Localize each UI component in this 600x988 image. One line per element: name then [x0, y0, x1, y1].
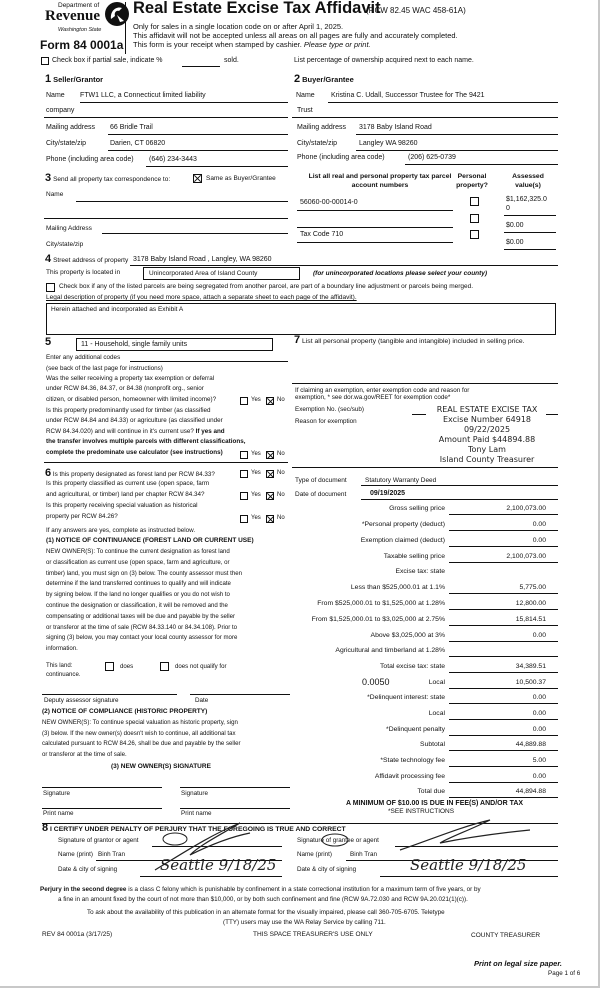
- tax-tier-2-field[interactable]: 12,800.00: [515, 600, 546, 607]
- no-label: No: [277, 492, 285, 498]
- underline: [108, 150, 288, 151]
- underline: [449, 546, 558, 547]
- underline: [449, 530, 558, 531]
- underline: [504, 249, 556, 250]
- local-tax-field[interactable]: 10,500.37: [515, 679, 546, 686]
- grantee-name-label: Name (print): [297, 851, 332, 858]
- exemption-no-label: Exemption No. (sec/sub): [295, 406, 364, 413]
- notice-line: NEW OWNER(S): To continue the current designation as forest land: [46, 548, 230, 555]
- timber-question-line: [46, 428, 225, 435]
- document-date-field[interactable]: 09/19/2025: [370, 490, 406, 497]
- calc-label: Subtotal: [420, 741, 445, 748]
- underline: [356, 150, 558, 151]
- agricultural-tax-field[interactable]: [449, 656, 558, 657]
- timber-question-line: under RCW 84.84 and 84.33) or agriculture (as classified under: [46, 417, 223, 424]
- notice-line: by signing below. If the land no longer qualifies or you do not wish to: [46, 591, 230, 599]
- underline: [449, 719, 558, 720]
- parcel-account-field[interactable]: 56060-00-00014-0: [300, 199, 358, 206]
- county-treasurer-label: COUNTY TREASURER: [471, 932, 541, 939]
- divider: [44, 462, 288, 463]
- underline: [449, 703, 558, 704]
- section-number: 7: [294, 334, 301, 346]
- underline: [292, 117, 558, 118]
- personal-property-checkbox[interactable]: [470, 214, 479, 223]
- calc-label: Total excise tax: state: [380, 663, 445, 670]
- notice-3-text: This form is your receipt when stamped by cashier.: [133, 40, 302, 49]
- calc-label: *Delinquent interest: state: [367, 694, 445, 701]
- stamp-line: REAL ESTATE EXCISE TAX: [436, 405, 538, 414]
- no-label: No: [277, 397, 285, 403]
- notice-line: information.: [46, 645, 78, 653]
- underline: [449, 750, 558, 751]
- buyer-name-field[interactable]: Kristina C. Udall, Successor Trustee for The 9421: [331, 92, 485, 99]
- calc-label: Excise tax: state: [395, 568, 445, 575]
- grantee-signature-label: Signature of grantee or agent: [297, 837, 379, 844]
- underline: [297, 242, 453, 243]
- underline: [504, 215, 556, 216]
- notice-line-1: Only for sales in a single location code on or after April 1, 2025.: [133, 22, 344, 31]
- calc-label: Above $3,025,000 at 3%: [370, 632, 445, 639]
- underline: [405, 164, 558, 165]
- timber-yes-checkbox[interactable]: [240, 451, 248, 459]
- underline: [449, 593, 558, 594]
- underline: [449, 514, 558, 515]
- treasurer-stamp: [425, 405, 549, 465]
- state-label: Washington State: [58, 27, 102, 33]
- current-use-question: Is this property classified as current use (open space, farm: [46, 480, 210, 487]
- use-code-select[interactable]: [76, 338, 273, 351]
- taxable-selling-price-field[interactable]: 2,100,073.00: [506, 553, 546, 560]
- revenue-label: Revenue: [45, 8, 100, 24]
- section-number: 4: [45, 253, 52, 265]
- historical-no-checkbox[interactable]: [266, 515, 274, 523]
- yes-label: Yes: [251, 470, 261, 476]
- no-label: No: [277, 451, 285, 457]
- notice-continuance-body: [46, 547, 242, 655]
- personal-col-header: Personal property?: [456, 173, 488, 189]
- seller-name-field-line2[interactable]: company: [46, 107, 75, 114]
- calc-label: Local: [428, 679, 445, 686]
- exemption-question-line: citizen, or disabled person, homeowner with limited income)?: [46, 396, 217, 403]
- section-number: 6: [45, 467, 52, 479]
- forest-question: [45, 467, 215, 479]
- buyer-heading-text: Buyer/Grantee: [302, 75, 354, 84]
- page-title: Real Estate Excise Tax Affidavit: [133, 0, 381, 17]
- does-label: does: [120, 663, 134, 670]
- calc-label: *State technology fee: [380, 757, 445, 764]
- underline: [140, 876, 282, 877]
- notice-line: determine if the land transferred continues to qualify and will indicate: [46, 580, 231, 588]
- underline: [449, 625, 558, 626]
- if-yes-instruction: If any answers are yes, complete as instructed below.: [46, 527, 196, 534]
- underline: [504, 232, 556, 233]
- calc-label: Affidavit processing fee: [374, 773, 445, 780]
- page-number: Page 1 of 6: [548, 970, 581, 977]
- notice-3-italic: Please type or print.: [303, 40, 371, 49]
- subtotal-field[interactable]: 44,889.88: [515, 741, 546, 748]
- yes-label: Yes: [251, 397, 261, 403]
- buyer-city-field[interactable]: Langley WA 98260: [359, 140, 418, 147]
- current-use-no-checkbox[interactable]: [266, 492, 274, 500]
- exemption-no-field[interactable]: [412, 414, 426, 415]
- underline: [44, 117, 288, 118]
- buyer-phone-label: Phone (including area code): [297, 154, 385, 161]
- additional-codes-field[interactable]: [130, 361, 288, 362]
- buyer-mailing-field[interactable]: 3178 Baby Island Road: [359, 124, 432, 131]
- revision-label: REV 84 0001a (3/17/25): [42, 931, 113, 938]
- new-owner-signature-field[interactable]: [42, 787, 162, 788]
- grantor-name-label: Name (print): [58, 851, 93, 858]
- grantor-date-field[interactable]: Seattle 9/18/25: [160, 856, 277, 874]
- underline: [361, 485, 558, 486]
- continuance-label: continuance.: [46, 671, 81, 678]
- notice-compliance-body: [42, 718, 241, 760]
- processing-fee-field[interactable]: 0.00: [532, 773, 546, 780]
- notice-continuance-heading: (1) NOTICE OF CONTINUANCE (FOREST LAND OR CURRENT USE): [46, 537, 254, 544]
- assessed-value-field[interactable]: $0.00: [506, 239, 524, 246]
- street-label-text: Street address of property: [53, 257, 129, 264]
- corr-name-label: Name: [46, 191, 64, 198]
- underline: [361, 499, 558, 500]
- correspondence-heading: [45, 172, 170, 184]
- forest-yes-checkbox[interactable]: [240, 470, 248, 478]
- stamp-line: Island County Treasurer: [439, 455, 535, 464]
- segregated-label: Check box if any of the listed parcels are being segregated from another parcel, are part of a boundary line adjustment or parcels being merged.: [59, 283, 474, 290]
- buyer-city-label: City/state/zip: [297, 140, 338, 147]
- certify-text: I CERTIFY UNDER PENALTY OF PERJURY THAT THE FOREGOING IS TRUE AND CORRECT: [50, 826, 346, 833]
- does-qualify-checkbox[interactable]: [105, 662, 114, 671]
- section-number: 3: [45, 172, 52, 184]
- location-select[interactable]: [143, 267, 300, 280]
- underline: [449, 766, 558, 767]
- reason-label: Reason for exemption: [295, 418, 357, 425]
- notice-line: NEW OWNER(S): To continue special valuation as historic property, sign: [42, 719, 238, 726]
- corr-mailing-field[interactable]: [102, 233, 288, 234]
- print-note: Print on legal size paper.: [474, 959, 562, 968]
- deputy-date-field[interactable]: [190, 694, 290, 695]
- section-number: 5: [45, 336, 52, 348]
- dor-logo-icon: [104, 1, 130, 27]
- seller-name-label: Name: [46, 92, 65, 99]
- partial-sale-label: Check box if partial sale, indicate %: [52, 57, 163, 64]
- seller-city-label: City/state/zip: [46, 140, 87, 147]
- underline: [356, 134, 558, 135]
- personal-property-deduct-field[interactable]: 0.00: [532, 521, 546, 528]
- parcel-account-field[interactable]: Tax Code 710: [300, 231, 344, 238]
- total-state-tax-field[interactable]: 34,389.51: [515, 663, 546, 670]
- seller-phone-field[interactable]: (646) 234-3443: [149, 156, 197, 163]
- underline: [146, 166, 288, 167]
- grantee-name-field[interactable]: Binh Tran: [350, 851, 377, 858]
- does-not-label: does not qualify for: [175, 663, 227, 670]
- timber-no-checkbox[interactable]: [266, 451, 274, 459]
- legal-description-field[interactable]: [46, 303, 556, 335]
- perjury-text: is a class C felony which is punishable by confinement in a state correctional institution for a maximum term of five years, or by: [128, 886, 481, 893]
- seller-mailing-field[interactable]: 66 Bridle Trail: [110, 124, 153, 131]
- notice-line: (3) below. If the new owner(s) doesn't wish to continue, all additional tax: [42, 729, 236, 737]
- document-type-field[interactable]: Statutory Warranty Deed: [365, 477, 437, 484]
- seller-heading-text: Seller/Grantor: [53, 75, 104, 84]
- personal-property-checkbox[interactable]: [470, 197, 479, 206]
- underline: [449, 782, 558, 783]
- grantee-date-field[interactable]: Seattle 9/18/25: [410, 856, 527, 874]
- notice-line: or transferor at the time of sale.: [42, 750, 127, 758]
- calc-label: From $1,525,000.01 to $3,025,000 at 2.75%: [311, 616, 445, 623]
- ownership-note: List percentage of ownership acquired next to each name.: [294, 57, 474, 64]
- timber-question-line: complete the predominate use calculator (see instructions): [46, 449, 223, 456]
- minimum-due-note: A MINIMUM OF $10.00 IS DUE IN FEE(S) AND/OR TAX: [346, 800, 524, 807]
- delinquent-interest-local-field[interactable]: 0.00: [532, 710, 546, 717]
- total-due-field[interactable]: 44,894.88: [515, 788, 546, 795]
- buyer-name-label: Name: [296, 92, 315, 99]
- new-owner-signature-field-2[interactable]: [180, 787, 290, 788]
- segregated-checkbox[interactable]: [46, 283, 55, 292]
- personal-property-label-text: List all personal property (tangible and intangible) included in selling price.: [302, 338, 525, 345]
- deputy-date-label: Date: [195, 697, 209, 704]
- exemption-question-line: under RCW 84.36, 84.37, or 84.38 (nonprofit org., senior: [46, 385, 204, 392]
- title-reference: (RCW 82.45 WAC 458-61A): [366, 6, 466, 15]
- personal-property-label: [294, 336, 556, 346]
- underline: [80, 102, 288, 103]
- grantee-date-label: Date & city of signing: [297, 866, 357, 873]
- perjury-bold: Perjury in the second degree: [40, 886, 127, 893]
- grantee-signature-scribble-icon: [390, 815, 550, 855]
- stamp-line: Excise Number 64918: [442, 415, 532, 424]
- delinquent-interest-state-field[interactable]: 0.00: [532, 694, 546, 701]
- exemption-note: If claiming an exemption, enter exemption code and reason for: [295, 387, 470, 394]
- partial-sale-checkbox[interactable]: [41, 57, 49, 65]
- dept-label: Department of: [58, 2, 100, 9]
- grantor-date-label: Date & city of signing: [58, 866, 118, 873]
- historical-question: property per RCW 84.26?: [46, 513, 118, 520]
- assessed-value-field[interactable]: $1,162,325.0: [506, 196, 547, 203]
- form-number: Form 84 0001a: [40, 38, 124, 52]
- grantee-circle-annotation-icon: [320, 833, 350, 847]
- deputy-signature-field[interactable]: [42, 694, 177, 695]
- treasurer-use-label: THIS SPACE TREASURER'S USE ONLY: [253, 931, 373, 938]
- underline: [380, 876, 558, 877]
- calc-label: Agricultural and timberland at 1.28%: [335, 647, 445, 654]
- notice-line: or classification as current use (open space, farm and agriculture, or: [46, 558, 230, 566]
- gross-selling-price-field[interactable]: 2,100,073.00: [506, 505, 546, 512]
- exemption-yes-checkbox[interactable]: [240, 397, 248, 405]
- section-number: 2: [294, 73, 301, 85]
- timber-line-bold: If yes and: [195, 428, 225, 435]
- delinquent-penalty-field[interactable]: 0.00: [532, 726, 546, 733]
- seller-city-field[interactable]: Darien, CT 06820: [110, 140, 166, 147]
- signature-label: Signature: [43, 790, 70, 797]
- see-back-note: (see back of the last page for instructions): [46, 365, 163, 372]
- new-owner-signature-heading: (3) NEW OWNER(S) SIGNATURE: [111, 763, 211, 770]
- calc-label: *Delinquent penalty: [386, 726, 445, 733]
- new-owner-print-name-field-2[interactable]: [180, 808, 290, 809]
- notice-line-2: This affidavit will not be accepted unless all areas on all pages are fully and accurately completed.: [133, 31, 458, 40]
- partial-sale-suffix: sold.: [224, 57, 239, 64]
- notice-line: timber) land, you must sign on (3) below. The county assessor must then: [46, 569, 242, 577]
- calc-label: *Personal property (deduct): [361, 521, 445, 528]
- seller-phone-label: Phone (including area code): [46, 156, 134, 163]
- yes-label: Yes: [251, 451, 261, 457]
- underline: [449, 797, 558, 798]
- technology-fee-field[interactable]: 5.00: [532, 757, 546, 764]
- exemption-question-line: Was the seller receiving a property tax exemption or deferral: [46, 375, 215, 382]
- divider: [292, 467, 558, 468]
- underline: [297, 210, 453, 211]
- seller-mailing-label: Mailing address: [46, 124, 96, 131]
- forest-question-text: Is this property designated as forest land per RCW 84.33?: [52, 471, 215, 478]
- buyer-heading: [294, 73, 354, 85]
- notice-compliance-heading: (2) NOTICE OF COMPLIANCE (HISTORIC PROPERTY): [42, 708, 208, 715]
- buyer-mailing-label: Mailing address: [297, 124, 347, 131]
- calc-label: Local: [428, 710, 445, 717]
- street-label: [45, 253, 128, 265]
- grantor-signature-scribble-icon: [150, 815, 290, 875]
- street-address-field[interactable]: 3178 Baby Island Road , Langley, WA 98260: [133, 256, 272, 263]
- print-name-label: Print name: [43, 810, 74, 817]
- timber-question-line: the transfer involves multiple parcels with different classifications,: [46, 438, 246, 445]
- section-number: 8: [42, 822, 49, 834]
- notice-line-3: [133, 40, 371, 49]
- grantor-name-field[interactable]: Binh Tran: [98, 851, 125, 858]
- yes-label: Yes: [251, 492, 261, 498]
- exemption-note: exemption, * see dor.wa.gov/REET for exemption code*: [295, 394, 451, 401]
- calc-label: Exemption claimed (deduct): [360, 537, 445, 544]
- assessed-value-field[interactable]: $0.00: [506, 222, 524, 229]
- personal-property-checkbox[interactable]: [470, 230, 479, 239]
- local-rate: 0.0050: [362, 677, 390, 687]
- seller-name-field[interactable]: FTW1 LLC, a Connecticut limited liability: [80, 92, 206, 99]
- corr-mailing-label: Mailing Address: [46, 225, 92, 232]
- tax-tier-3-field[interactable]: 15,814.51: [515, 616, 546, 623]
- underline: [449, 641, 558, 642]
- stamp-line: Amount Paid $44894.88: [438, 435, 536, 444]
- tax-tier-1-field[interactable]: 5,775.00: [519, 584, 546, 591]
- parcel-col-header: List all real and personal property tax parcel account numbers: [308, 173, 452, 189]
- buyer-phone-field[interactable]: (206) 625-0739: [408, 154, 456, 161]
- assessed-value-field-line2[interactable]: 0: [506, 205, 510, 212]
- legal-description-label: Legal description of property (if you need more space, attach a separate sheet to each page of the affidavit).: [46, 294, 357, 301]
- current-use-yes-checkbox[interactable]: [240, 492, 248, 500]
- parcel-account-field[interactable]: [297, 227, 453, 228]
- forest-no-checkbox[interactable]: [266, 470, 274, 478]
- exemption-no-checkbox[interactable]: [266, 397, 274, 405]
- calc-label: Less than $525,000.01 at 1.1%: [350, 584, 445, 591]
- underline: [449, 672, 558, 673]
- timber-question-line: Is this property predominantly used for timber (as classified: [46, 407, 211, 414]
- accessibility-line-2: (TTY) users may use the WA Relay Service by calling 711.: [223, 919, 386, 926]
- notice-line: compensating or additional taxes will be due and payable by the seller: [46, 612, 236, 620]
- accessibility-line-1: To ask about the availability of this publication in an alternate format for the visually impaired, please call 360-705-6705. Teletype: [87, 909, 445, 916]
- document-date-label: Date of document: [295, 491, 347, 498]
- does-not-qualify-checkbox[interactable]: [160, 662, 169, 671]
- corr-name-field-line2[interactable]: [44, 218, 288, 219]
- calc-label: Gross selling price: [389, 505, 445, 512]
- notice-line: calculated pursuant to RCW 84.26, shall be due and payable by the seller: [42, 740, 241, 747]
- legal-description-value: Herein attached and incorporated as Exhibit A: [51, 306, 184, 313]
- underline: [130, 265, 558, 266]
- stamp-line: 09/22/2025: [463, 425, 511, 434]
- exemption-claimed-field[interactable]: 0.00: [532, 537, 546, 544]
- use-code-value: 11 - Household, single family units: [81, 341, 188, 348]
- yes-label: Yes: [251, 515, 261, 521]
- stamp-line: Tony Lam: [468, 445, 506, 454]
- assessed-col-header: Assessed value(s): [512, 173, 544, 189]
- signature-label: Signature: [181, 790, 208, 797]
- location-select-value: Unincorporated Area of Island County: [149, 270, 258, 277]
- notice-line: or transferor at the time of sale (RCW 84.33.140 or 84.34.108). Prior to: [46, 623, 238, 631]
- underline: [449, 562, 558, 563]
- underline: [449, 688, 558, 689]
- notice-line: signing (3) below, you may contact your local county assessor for more: [46, 634, 238, 642]
- print-name-label: Print name: [181, 810, 212, 817]
- underline: [328, 102, 558, 103]
- personal-property-field[interactable]: [292, 383, 558, 384]
- tax-tier-4-field[interactable]: 0.00: [532, 632, 546, 639]
- calc-label: Taxable selling price: [383, 553, 445, 560]
- underline: [449, 735, 558, 736]
- calc-label: Total due: [417, 788, 445, 795]
- section-number: 1: [45, 73, 52, 85]
- underline: [108, 134, 288, 135]
- historical-question: Is this property receiving special valuation as historical: [46, 502, 198, 509]
- this-land-label: This land:: [46, 662, 73, 669]
- underline: [449, 609, 558, 610]
- buyer-name-field-line2[interactable]: Trust: [297, 107, 313, 114]
- same-as-buyer-label: Same as Buyer/Grantee: [206, 175, 276, 182]
- historical-yes-checkbox[interactable]: [240, 515, 248, 523]
- header-divider: [125, 2, 126, 54]
- calc-label: From $525,000.01 to $1,525,000 at 1.28%: [317, 600, 445, 607]
- perjury-line-1: [40, 886, 481, 893]
- located-label: This property is located in: [46, 269, 121, 276]
- seller-heading: [45, 73, 103, 85]
- no-label: No: [277, 470, 285, 476]
- location-note: (for unincorporated locations please select your county): [313, 270, 488, 277]
- corr-name-field[interactable]: [76, 201, 288, 202]
- perjury-line-2: a fine in an amount fixed by the court of not more than $10,000, or by both such confinement and fine (RCW 9A.72.030 and RCW 9A.20.021(1)(c)).: [58, 896, 468, 903]
- partial-percent-field[interactable]: [182, 66, 220, 67]
- no-label: No: [277, 515, 285, 521]
- notice-line: continue the designation or classification, it will be removed and the: [46, 601, 228, 609]
- document-type-label: Type of document: [295, 477, 347, 484]
- see-instructions-note: *SEE INSTRUCTIONS: [388, 808, 455, 815]
- same-as-buyer-checkbox[interactable]: [193, 174, 202, 183]
- correspondence-label: Send all property tax correspondence to:: [53, 176, 171, 183]
- new-owner-print-name-field[interactable]: [42, 808, 162, 809]
- corr-city-label: City/state/zip: [46, 241, 84, 248]
- additional-codes-label: Enter any additional codes: [46, 354, 121, 361]
- timber-line-text: RCW 84.34.020) and will continue in it's current use?: [46, 428, 194, 435]
- grantor-signature-label: Signature of grantor or agent: [58, 837, 139, 844]
- current-use-question: and agricultural, or timber) land per chapter RCW 84.34?: [46, 491, 205, 498]
- deputy-signature-label: Deputy assessor signature: [44, 697, 119, 704]
